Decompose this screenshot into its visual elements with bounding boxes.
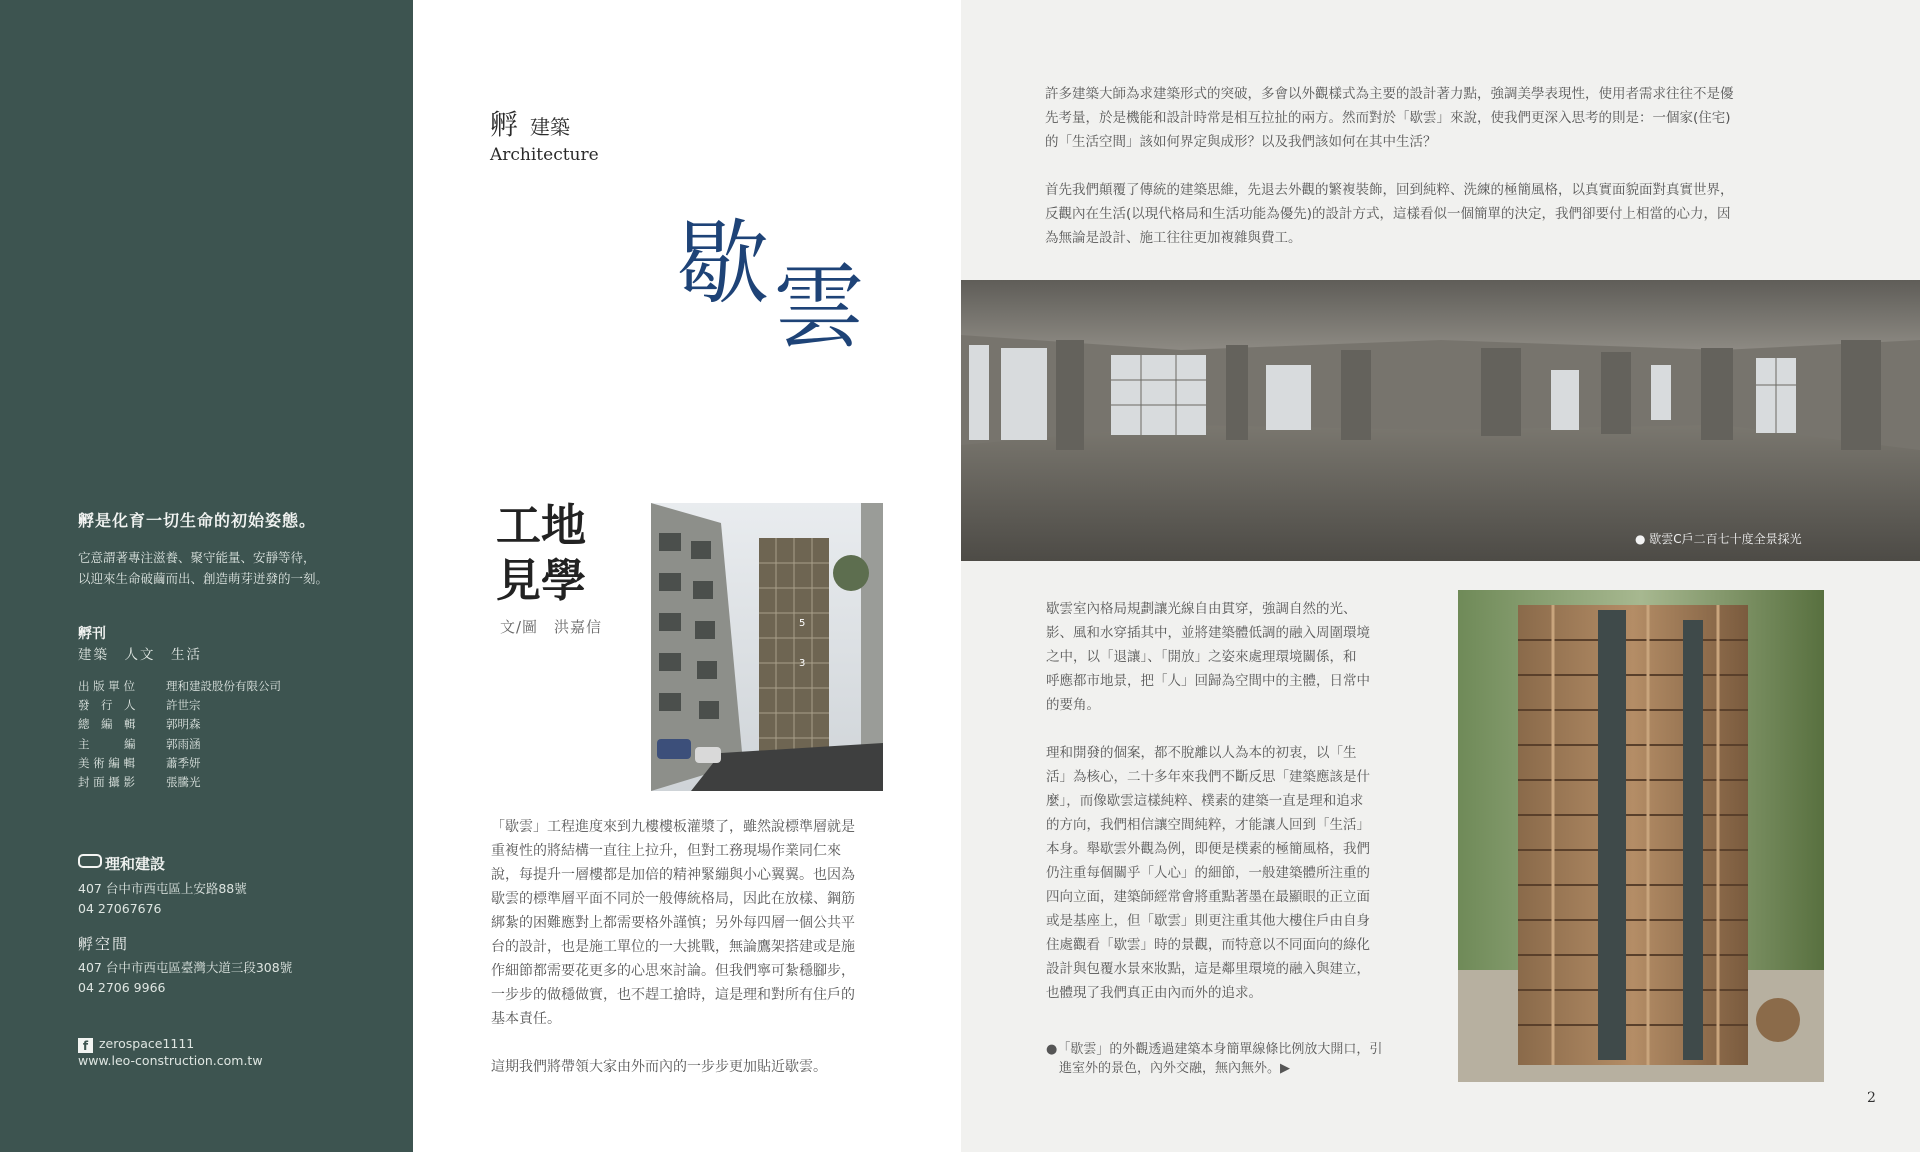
paragraph: [1046, 741, 1416, 1005]
facebook-icon: f: [78, 1038, 93, 1053]
architecture-model-photo: [1458, 590, 1824, 1082]
body-line: 綁紮的困難應對上都需要格外謹慎；另外每四層一個公共平: [491, 915, 855, 931]
magazine-name: 孵刊: [78, 626, 106, 642]
paragraph: [1045, 178, 1845, 250]
body-paragraphs: [1046, 597, 1416, 1029]
credit-row: [78, 773, 281, 792]
credit-role: 主 編: [78, 736, 136, 751]
text-line: 的「生活空間」該如何界定與成形？以及我們該如何在其中生活？: [1045, 134, 1437, 150]
facebook-link[interactable]: [78, 1036, 263, 1053]
article-intro-text: [491, 815, 913, 1079]
credit-row: [78, 735, 281, 754]
subtitle-line: 工地: [496, 499, 587, 552]
body-line: 「歇雲」工程進度來到九樓樓板灌漿了，雖然說標準層就是: [491, 819, 855, 835]
panorama-caption: ● 歇雲C戶二百七十度全景採光: [1635, 532, 1802, 546]
construction-site-photo: [651, 503, 883, 791]
caption-line: ●「歇雲」的外觀透過建築本身簡單線條比例放大開口，引: [1046, 1042, 1383, 1057]
credit-row: [78, 677, 281, 696]
caption-line: 進室外的景色，內外交融，無內無外。▶: [1046, 1061, 1290, 1076]
leo-logo-icon: [78, 854, 102, 868]
article-title-char-1: 歇: [677, 210, 770, 317]
credit-role: 出 版 單 位: [78, 679, 135, 693]
paragraph: [1046, 597, 1416, 717]
credit-name: 張騰光: [166, 775, 201, 790]
sidebar: [0, 0, 413, 1152]
magazine-sections: 建築 人文 生活: [78, 647, 202, 663]
text-line: 設計與包覆水景來妝點，這是鄰里環境的融入與建立，: [1046, 961, 1370, 977]
company-phone: 04 2706 9966: [78, 980, 166, 995]
text-line: 影、風和水穿插其中，並將建築體低調的融入周圍環境: [1046, 625, 1370, 641]
credit-role: 發 行 人: [78, 698, 136, 713]
body-line: 說，每提升一層樓都是加倍的精神緊繃與小心翼翼。也因為: [491, 867, 855, 883]
floor-number: 3: [799, 658, 806, 669]
article-subtitle: [496, 498, 586, 608]
page-number: 2: [1867, 1090, 1876, 1106]
text-line: 本身。舉歇雲外觀為例，即便是樸素的極簡風格，我們: [1046, 841, 1370, 857]
social-links: [78, 1036, 263, 1069]
text-line: 麼」，而像歇雲這樣純粹、樸素的建築一直是理和追求: [1046, 793, 1364, 809]
credit-name: 蕭季妍: [166, 755, 201, 770]
text-line: 四向立面，建築師經常會將重點著墨在最顯眼的正立面: [1046, 889, 1370, 905]
text-line: 為無論是設計、施工往往更加複雜與費工。: [1045, 230, 1302, 246]
company-leo: [78, 853, 165, 874]
floor-number: 5: [799, 618, 806, 629]
credit-name: 郭雨涵: [166, 736, 201, 751]
credit-role: 封 面 攝 影: [78, 775, 135, 790]
body-closing: 這期我們將帶領大家由外而內的一步步更加貼近歇雲。: [491, 1059, 827, 1075]
article-title-char-2: 雲: [773, 254, 866, 361]
facebook-handle: zerospace1111: [99, 1036, 195, 1051]
company-leo-contact: [78, 879, 247, 919]
credit-row: [78, 715, 281, 734]
section-char: 孵: [490, 108, 519, 141]
intro-line: 以迎來生命破繭而出、創造萌芽迸發的一刻。: [78, 571, 329, 586]
body-line: 一步步的做穩做實，也不趕工搶時，這是理和對所有住戶的: [491, 987, 855, 1003]
company-zerospace-contact: [78, 958, 292, 998]
text-line: 許多建築大師為求建築形式的突破，多會以外觀樣式為主要的設計著力點，強調美學表現性，使用者需求往往不是優: [1045, 86, 1734, 102]
section-logo: [490, 103, 599, 165]
body-line: 重複性的將結構一直往上拉升，但對工務現場作業同仁來: [491, 843, 841, 859]
text-line: 呼應都市地景，把「人」回歸為空間中的主體，日常中: [1046, 673, 1370, 689]
model-photo-caption: [1046, 1040, 1382, 1078]
text-line: 仍注重每個關乎「人心」的細節，一般建築體所注重的: [1046, 865, 1370, 881]
sidebar-tagline: 孵是化育一切生命的初始姿態。: [78, 511, 317, 530]
body-line: 作細節都需要花更多的心思來討論。但我們寧可紮穩腳步，: [491, 963, 855, 979]
paragraph: [1045, 82, 1845, 154]
text-line: 之中，以「退讓」、「開放」之姿來處理環境關係，和: [1046, 649, 1357, 665]
credit-role: 總 編 輯: [78, 717, 136, 732]
subtitle-line: 見學: [496, 554, 587, 607]
credit-role: 美 術 編 輯: [78, 755, 135, 770]
article-body-page: [961, 0, 1920, 1152]
author-byline: 文/圖 洪嘉信: [500, 618, 603, 636]
credit-row: [78, 696, 281, 715]
company-address: 407 台中市西屯區臺灣大道三段308號: [78, 960, 293, 975]
text-line: 的方向，我們相信讓空間純粹，才能讓人回到「生活」: [1046, 817, 1370, 833]
body-line: 歇雲的標準層平面不同於一般傳統格局，因此在放樣、鋼筋: [491, 891, 855, 907]
article-intro-page: [413, 0, 961, 1152]
section-name: 建築: [530, 115, 571, 139]
body-line: 基本責任。: [491, 1011, 561, 1027]
text-line: 或是基座上，但「歇雲」則更注重其他大樓住戶由自身: [1046, 913, 1370, 929]
website-link[interactable]: www.leo-construction.com.tw: [78, 1053, 263, 1068]
text-line: 活」為核心，二十多年來我們不斷反思「建築應該是什: [1046, 769, 1370, 785]
credits-list: [78, 677, 281, 792]
text-line: 反觀內在生活(以現代格局和生活功能為優先)的設計方式，這樣看似一個簡單的決定，我們卻要付上相當的心力，因: [1045, 206, 1731, 222]
body-line: 台的設計，也是施工單位的一大挑戰，無論鷹架搭建或是施: [491, 939, 855, 955]
section-english: Architecture: [490, 145, 599, 165]
credit-row: [78, 754, 281, 773]
text-line: 先考量，於是機能和設計時常是相互拉扯的兩方。然而對於「歇雲」來說，使我們更深入思考的則是：一個家(住宅): [1045, 110, 1731, 126]
company-phone: 04 27067676: [78, 901, 162, 916]
sidebar-intro: [78, 547, 328, 589]
intro-line: 它意謂著專注滋養、聚守能量、安靜等待，: [78, 550, 316, 565]
company-address: 407 台中市西屯區上安路88號: [78, 881, 247, 896]
panorama-interior-photo: [961, 280, 1920, 561]
company-zerospace: 孵空間: [78, 935, 130, 953]
text-line: 住處觀看「歇雲」時的景觀，而特意以不同面向的綠化: [1046, 937, 1370, 953]
credit-name: 理和建設股份有限公司: [166, 679, 281, 693]
text-line: 也體現了我們真正由內而外的追求。: [1046, 985, 1262, 1001]
text-line: 理和開發的個案，都不脫離以人為本的初衷，以「生: [1046, 745, 1357, 761]
intro-paragraphs: [1045, 82, 1845, 274]
company-name: 理和建設: [105, 855, 166, 873]
text-line: 首先我們顛覆了傳統的建築思維，先退去外觀的繁複裝飾，回到純粹、洗練的極簡風格，以真實面貌面對真實世界，: [1045, 182, 1734, 198]
credit-name: 許世宗: [166, 698, 201, 713]
text-line: 的要角。: [1046, 697, 1100, 713]
credit-name: 郭明森: [166, 717, 201, 732]
text-line: 歇雲室內格局規劃讓光線自由貫穿，強調自然的光、: [1046, 601, 1357, 617]
